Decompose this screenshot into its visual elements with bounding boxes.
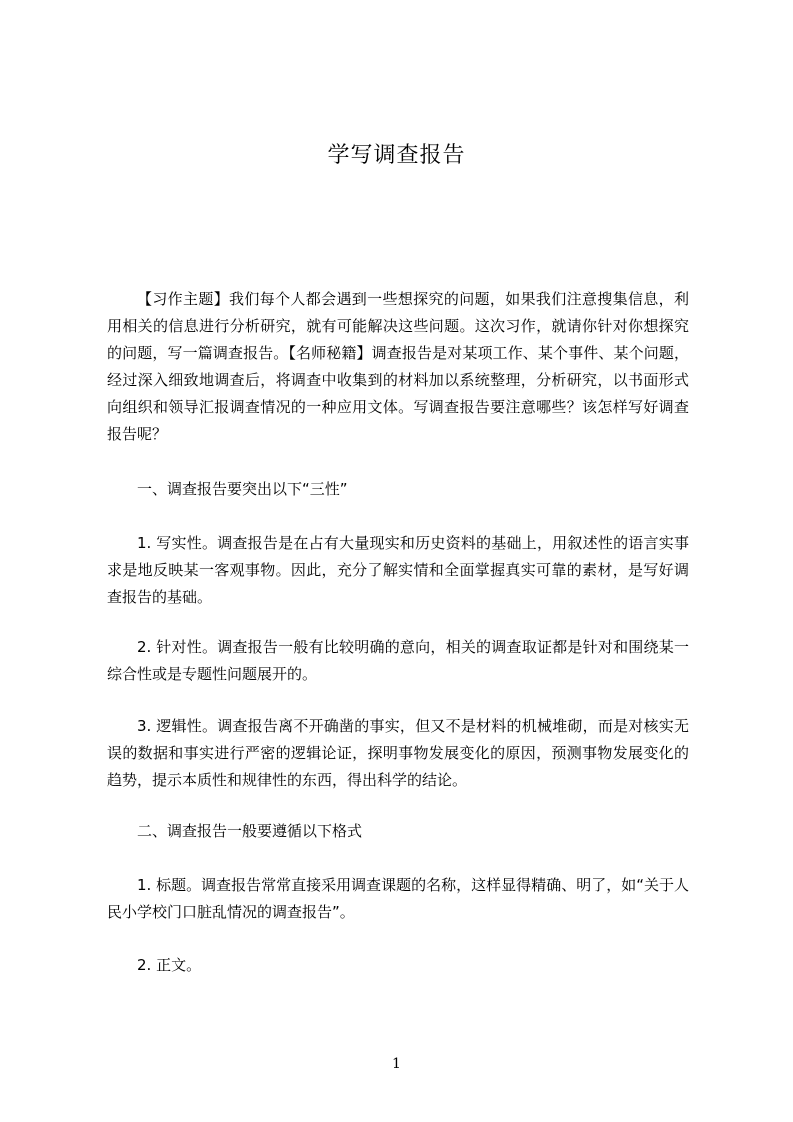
paragraph-logic: 3. 逻辑性。调查报告离不开确凿的事实，但又不是材料的机械堆砌，而是对核实无误的数据和事实进行严密的逻辑论证，探明事物发展变化的原因，预测事物发展变化的趋势，提示本质性和规律性的东西，得出科学的结论。 xyxy=(107,717,689,789)
paragraph-pertinence: 2. 针对性。调查报告一般有比较明确的意向，相关的调查取证都是针对和围绕某一综合性或是专题性问题展开的。 xyxy=(107,638,689,683)
page-number: 1 xyxy=(392,1056,401,1072)
section-heading-format: 二、调查报告一般要遵循以下格式 xyxy=(137,822,363,840)
paragraph-body-format: 2. 正文。 xyxy=(137,956,202,974)
document-title: 学写调查报告 xyxy=(327,143,466,168)
intro-paragraph: 【习作主题】我们每个人都会遇到一些想探究的问题，如果我们注意搜集信息，利用相关的信息进行分析研究，就有可能解决这些问题。这次习作，就请你针对你想探究的问题，写一篇调查报告。【名师秘籍】调查报告是对某项工作、某个事件、某个问题，经过深入细致地调查后，将调查中收集到的材料加以系统整理，分析研究，以书面形式向组织和领导汇报调查情况的一种应用文体。写调查报告要注意哪些？该怎样写好调查报告呢？ xyxy=(107,290,689,443)
paragraph-title-format: 1. 标题。调查报告常常直接采用调查课题的名称，这样显得精确、明了，如“关于人民小学校门口脏乱情况的调查报告”。 xyxy=(107,876,689,921)
section-heading-three-characteristics: 一、调查报告要突出以下“三性” xyxy=(137,480,348,498)
paragraph-realism: 1. 写实性。调查报告是在占有大量现实和历史资料的基础上，用叙述性的语言实事求是地反映某一客观事物。因此，充分了解实情和全面掌握真实可靠的素材，是写好调查报告的基础。 xyxy=(107,534,689,606)
